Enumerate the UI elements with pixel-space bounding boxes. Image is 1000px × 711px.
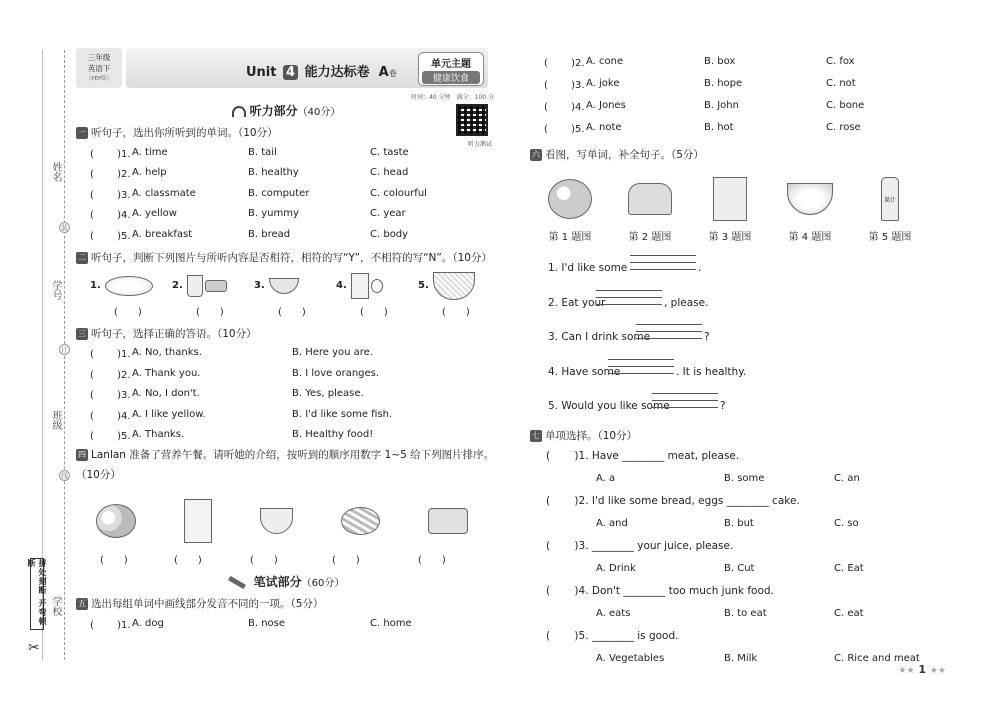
mc-options-1 bbox=[530, 467, 950, 490]
figure-label: 第 1 题图 bbox=[548, 232, 592, 243]
question-number[interactable]: ( )4. bbox=[544, 101, 585, 113]
option-a: A. eats bbox=[596, 607, 631, 619]
sentence-prefix: 4. Have some bbox=[548, 365, 621, 378]
answer-blank[interactable]: ( ) bbox=[418, 555, 446, 566]
question-number[interactable]: ( )3. bbox=[544, 79, 585, 91]
option-a: A. time bbox=[132, 146, 168, 158]
tofu-icon bbox=[428, 508, 468, 534]
question-number[interactable]: ( )2. bbox=[90, 369, 131, 381]
option-c: C. body bbox=[370, 228, 409, 240]
figure-1 bbox=[530, 179, 610, 219]
blank-line bbox=[608, 359, 674, 360]
section-5-row-3 bbox=[530, 72, 950, 94]
binding-dash-line bbox=[64, 50, 65, 660]
plate-icon bbox=[105, 276, 153, 296]
binding-circle-3: 线 bbox=[61, 471, 68, 480]
option-b: B. tail bbox=[248, 146, 277, 158]
mc-question-1 bbox=[530, 445, 950, 468]
fill-sentence-3 bbox=[530, 317, 950, 352]
section-3-row-4 bbox=[76, 404, 496, 425]
option-c: C. taste bbox=[370, 146, 409, 158]
answer-blank[interactable]: ( ) bbox=[100, 555, 128, 566]
option-c: C. bone bbox=[826, 99, 865, 111]
option-b: B. John bbox=[704, 99, 739, 111]
juice-cup-icon bbox=[187, 275, 203, 297]
picture-item-4 bbox=[322, 273, 404, 299]
picture-number: 3. bbox=[254, 280, 265, 291]
section-1-heading bbox=[76, 124, 496, 142]
question-text[interactable]: ( )5. ________ is good. bbox=[546, 630, 679, 643]
title-text: 能力达标卷 bbox=[304, 65, 370, 80]
option-b: B. box bbox=[704, 55, 736, 67]
answer-blank[interactable]: ( ) bbox=[196, 306, 224, 318]
qr-code-icon[interactable] bbox=[456, 104, 488, 136]
sentence-prefix: 5. Would you like some bbox=[548, 400, 670, 412]
option-c: C. Rice and meat bbox=[834, 652, 920, 664]
section-3-row-3 bbox=[76, 384, 496, 405]
section-5-row-2 bbox=[530, 50, 950, 72]
mc-question-2 bbox=[530, 490, 950, 513]
question-number[interactable]: ( )2. bbox=[90, 169, 131, 181]
question-text[interactable]: ( )3. ________ your juice, please. bbox=[546, 540, 734, 553]
question-number[interactable]: ( )4. bbox=[90, 210, 131, 222]
slogan-box: 拼处刻断 开弯顿断 bbox=[30, 558, 44, 630]
section-6-figures bbox=[530, 170, 950, 228]
section-2-pictures bbox=[76, 269, 496, 303]
picture-number: 1. bbox=[90, 280, 101, 291]
option-a: A. note bbox=[586, 121, 622, 133]
blank-line bbox=[636, 324, 702, 325]
section-1-row-4 bbox=[76, 204, 496, 225]
blank-line[interactable] bbox=[608, 366, 674, 367]
star-icons: ★★ bbox=[898, 666, 915, 676]
mc-options-2 bbox=[530, 512, 950, 535]
option-b: B. hot bbox=[704, 121, 734, 133]
binding-circle-1: 装 bbox=[61, 223, 68, 232]
pencil-icon bbox=[228, 576, 246, 589]
school-label: 学校 bbox=[50, 596, 61, 616]
right-page bbox=[530, 46, 950, 666]
question-text[interactable]: ( )2. I'd like some bread, eggs ________ cake. bbox=[546, 495, 800, 508]
figure-label: 第 3 题图 bbox=[708, 232, 752, 243]
option-a: A. help bbox=[132, 167, 167, 179]
answer-blank[interactable]: ( ) bbox=[174, 555, 202, 566]
binding-circle-2: 订 bbox=[61, 345, 68, 354]
option-c: C. rose bbox=[826, 121, 861, 133]
answer-blank[interactable]: ( ) bbox=[360, 306, 388, 318]
blank-line[interactable] bbox=[630, 262, 696, 263]
option-a: A. and bbox=[596, 517, 628, 529]
blank-line bbox=[608, 373, 674, 374]
fill-sentence-4 bbox=[530, 352, 950, 387]
option-a: A. Thanks. bbox=[132, 429, 185, 441]
option-a: A. Jones bbox=[586, 99, 626, 111]
listening-part-title bbox=[76, 102, 496, 120]
page-footer bbox=[898, 663, 946, 676]
option-a: A. a bbox=[596, 472, 616, 484]
option-c: C. head bbox=[370, 167, 409, 179]
blank-line bbox=[636, 338, 702, 339]
sentence-prefix: 1. I'd like some bbox=[548, 262, 628, 274]
writing-score: （60分） bbox=[301, 578, 345, 589]
picture-item-1 bbox=[76, 276, 158, 296]
option-a: A. No, thanks. bbox=[132, 347, 202, 359]
question-number[interactable]: ( )3. bbox=[90, 189, 131, 201]
section-4-pictures bbox=[76, 491, 496, 551]
option-a: A. Thank you. bbox=[132, 367, 201, 379]
section-7-title: 单项选择。（10分） bbox=[545, 429, 638, 442]
option-b: B. Cut bbox=[724, 562, 755, 574]
option-b: B. bread bbox=[248, 228, 291, 240]
option-a: A. joke bbox=[586, 77, 620, 89]
name-label: 姓名 bbox=[50, 162, 61, 182]
answer-blank[interactable]: ( ) bbox=[250, 555, 278, 566]
question-number[interactable]: ( )1. bbox=[90, 619, 131, 631]
eggs-plate-icon bbox=[548, 179, 592, 219]
option-a: A. yellow bbox=[132, 208, 177, 220]
answer-blank[interactable]: ( ) bbox=[332, 555, 360, 566]
sentence-suffix: . It is healthy. bbox=[676, 365, 747, 378]
option-c: C. Eat bbox=[834, 562, 864, 574]
question-number[interactable]: ( )5. bbox=[90, 230, 131, 242]
blank-line bbox=[652, 407, 718, 408]
scissors-icon: ✂ bbox=[28, 640, 40, 656]
level-suffix: 卷 bbox=[388, 69, 397, 78]
figure-2 bbox=[610, 183, 690, 215]
option-b: B. Milk bbox=[724, 652, 758, 664]
option-a: A. cone bbox=[586, 55, 624, 67]
theme-label: 单元主题 bbox=[431, 59, 471, 70]
option-b: B. Healthy food! bbox=[292, 429, 374, 441]
left-page bbox=[76, 46, 496, 666]
section-1-row-1 bbox=[76, 142, 496, 163]
option-b: B. I'd like some fish. bbox=[292, 408, 393, 420]
section-3-number: 三 bbox=[78, 328, 86, 338]
figure-5 bbox=[850, 177, 930, 221]
fill-sentence-5 bbox=[530, 386, 950, 421]
fill-sentence-2 bbox=[530, 283, 950, 318]
section-5-row-1 bbox=[76, 613, 496, 634]
milk-box-icon bbox=[351, 273, 369, 299]
blank-line[interactable] bbox=[636, 331, 702, 332]
mc-options-5 bbox=[530, 647, 950, 670]
answer-blank[interactable]: ( ) bbox=[442, 306, 470, 318]
writing-part-title bbox=[76, 573, 496, 591]
section-2-title: 听句子，判断下列图片与所听内容是否相符，相符的写“Y”，不相符的写“N”。（10分） bbox=[91, 251, 492, 264]
option-a: A. dog bbox=[132, 617, 164, 629]
picture-item-3 bbox=[240, 278, 322, 294]
figure-label: 第 2 题图 bbox=[628, 232, 672, 243]
question-number[interactable]: ( )2. bbox=[544, 57, 585, 69]
section-2-number: 二 bbox=[78, 252, 86, 262]
figure-label: 第 4 题图 bbox=[788, 232, 832, 243]
sentence-prefix: 3. Can I drink some bbox=[548, 331, 651, 343]
star-icons: ★★ bbox=[929, 666, 946, 676]
blank-line bbox=[630, 255, 696, 256]
blank-line bbox=[630, 269, 696, 270]
exam-header bbox=[76, 46, 496, 88]
option-b: B. healthy bbox=[248, 167, 299, 179]
option-c: C. so bbox=[834, 517, 859, 529]
option-c: C. eat bbox=[834, 607, 864, 619]
option-b: B. hope bbox=[704, 77, 743, 89]
page-number: 1 bbox=[918, 663, 927, 676]
section-5-heading bbox=[76, 595, 496, 613]
section-1-row-5 bbox=[76, 224, 496, 245]
juice-label: 果汁 bbox=[883, 196, 896, 204]
section-6-heading bbox=[530, 146, 950, 164]
section-5-row-5 bbox=[530, 116, 950, 138]
mc-options-4 bbox=[530, 602, 950, 625]
picture-item-5 bbox=[404, 272, 486, 300]
option-b: B. Yes, please. bbox=[292, 388, 364, 400]
mc-question-3 bbox=[530, 535, 950, 558]
question-text[interactable]: ( )4. Don't ________ too much junk food. bbox=[546, 585, 774, 598]
mc-options-3 bbox=[530, 557, 950, 580]
option-c: C. fox bbox=[826, 55, 855, 67]
exam-title bbox=[246, 61, 397, 80]
answer-blank[interactable]: ( ) bbox=[114, 306, 142, 318]
section-7-heading bbox=[530, 427, 950, 445]
section-4-heading bbox=[76, 445, 496, 485]
section-3-title: 听句子，选择正确的答语。（10分） bbox=[91, 327, 257, 340]
option-a: A. No, I don't. bbox=[132, 388, 200, 400]
class-label: 班级 bbox=[50, 410, 61, 430]
qr-label: 听力测试 bbox=[467, 141, 492, 148]
subject-text: 英语下 bbox=[87, 64, 111, 73]
blank-line[interactable] bbox=[652, 400, 718, 401]
option-a: A. I like yellow. bbox=[132, 408, 206, 420]
blank-line bbox=[596, 290, 662, 291]
option-b: B. some bbox=[724, 472, 765, 484]
oranges-icon bbox=[96, 504, 136, 538]
option-b: B. nose bbox=[248, 617, 286, 629]
section-1-number: 一 bbox=[78, 128, 86, 137]
student-id-label: 学号 bbox=[50, 280, 61, 300]
egg-icon bbox=[371, 279, 383, 293]
section-2-answer-blanks bbox=[76, 303, 496, 321]
question-number[interactable]: ( )1. bbox=[90, 148, 131, 160]
bread-icon bbox=[628, 183, 672, 215]
sentence-suffix: ? bbox=[720, 400, 726, 412]
section-6-number: 六 bbox=[532, 150, 540, 159]
mc-question-4 bbox=[530, 580, 950, 603]
section-1-title: 听句子，选出你所听到的单词。（10分） bbox=[91, 127, 278, 139]
section-3-row-1 bbox=[76, 343, 496, 364]
blank-line[interactable] bbox=[596, 297, 662, 298]
grade-box bbox=[76, 48, 122, 88]
figure-4 bbox=[770, 183, 850, 215]
section-3-row-2 bbox=[76, 363, 496, 384]
option-b: B. I love oranges. bbox=[292, 367, 380, 379]
section-1-row-2 bbox=[76, 163, 496, 184]
edition-text: （PEP版） bbox=[85, 76, 113, 82]
noodle-bowl-icon bbox=[433, 272, 475, 300]
sentence-prefix: 2. Eat your bbox=[548, 296, 606, 309]
option-c: C. colourful bbox=[370, 187, 427, 199]
section-7-number: 七 bbox=[532, 430, 540, 440]
picture-item-2 bbox=[158, 275, 240, 297]
sentence-suffix: , please. bbox=[664, 296, 709, 309]
section-6-title: 看图，写单词，补全句子。（5分） bbox=[545, 149, 704, 161]
option-a: A. Drink bbox=[596, 562, 636, 574]
option-a: A. Vegetables bbox=[596, 652, 665, 664]
answer-blank[interactable]: ( ) bbox=[278, 306, 306, 318]
sentence-suffix: . bbox=[698, 262, 702, 274]
option-a: A. breakfast bbox=[132, 228, 193, 240]
section-1-row-3 bbox=[76, 183, 496, 204]
option-b: B. but bbox=[724, 517, 754, 529]
option-a: A. classmate bbox=[132, 187, 196, 199]
theme-box bbox=[418, 52, 484, 86]
picture-number: 2. bbox=[172, 280, 183, 291]
question-number[interactable]: ( )3. bbox=[90, 390, 131, 402]
question-text[interactable]: ( )1. Have ________ meat, please. bbox=[546, 450, 740, 463]
question-number[interactable]: ( )5. bbox=[544, 123, 585, 135]
question-number[interactable]: ( )5. bbox=[90, 431, 131, 443]
section-4-answer-blanks bbox=[76, 551, 496, 569]
theme-value: 健康饮食 bbox=[422, 71, 480, 84]
option-c: C. an bbox=[834, 472, 860, 484]
option-b: B. yummy bbox=[248, 208, 299, 220]
option-b: B. Here you are. bbox=[292, 347, 374, 359]
listening-score: （40分） bbox=[297, 107, 341, 118]
sentence-suffix: ? bbox=[704, 331, 710, 343]
bowl-icon bbox=[269, 278, 299, 294]
unit-prefix: Unit bbox=[246, 65, 277, 80]
section-5-number: 五 bbox=[78, 599, 86, 608]
option-c: C. home bbox=[370, 617, 412, 629]
picture-number: 5. bbox=[418, 280, 429, 291]
binding-margin bbox=[0, 0, 70, 711]
level-text: A bbox=[378, 65, 389, 80]
title-bar bbox=[126, 48, 488, 88]
milk-carton-icon bbox=[713, 177, 747, 221]
question-number[interactable]: ( )4. bbox=[90, 410, 131, 422]
grade-text: 三年级 bbox=[87, 53, 111, 62]
mc-question-5 bbox=[530, 625, 950, 648]
section-4-number: 四 bbox=[78, 450, 86, 459]
juice-bottle-icon bbox=[881, 177, 899, 221]
section-3-row-5 bbox=[76, 425, 496, 446]
figure-labels bbox=[530, 228, 950, 246]
vegetables-plate-icon bbox=[341, 507, 380, 535]
section-3-heading bbox=[76, 325, 496, 343]
blank-line bbox=[596, 304, 662, 305]
section-2-heading bbox=[76, 249, 496, 267]
blank-line bbox=[652, 393, 718, 394]
rice-bowl-icon bbox=[787, 183, 833, 215]
section-4-title: Lanlan 准备了营养午餐。请听她的介绍，按听到的顺序用数字 1~5 给下列图片排序。（10分） bbox=[76, 449, 495, 481]
option-b: B. to eat bbox=[724, 607, 767, 619]
question-number[interactable]: ( )1. bbox=[90, 349, 131, 361]
writing-title-text: 笔试部分 bbox=[253, 575, 302, 589]
milk-carton-icon bbox=[184, 499, 212, 543]
option-c: C. year bbox=[370, 208, 406, 220]
figure-label: 第 5 题图 bbox=[868, 232, 912, 243]
cake-icon bbox=[205, 280, 227, 292]
picture-number: 4. bbox=[336, 280, 347, 291]
figure-3 bbox=[690, 177, 770, 221]
section-5-title: 选出每组单词中画线部分发音不同的一项。（5分） bbox=[91, 598, 324, 610]
option-b: B. computer bbox=[248, 187, 310, 199]
listening-title-text: 听力部分 bbox=[249, 104, 298, 118]
rice-bowl-icon bbox=[260, 508, 293, 534]
headphones-icon bbox=[232, 106, 246, 117]
section-5-row-4 bbox=[530, 94, 950, 116]
time-info: 时间：40 分钟 满分：100 分 bbox=[411, 94, 494, 101]
fill-sentence-1 bbox=[530, 248, 950, 283]
option-c: C. not bbox=[826, 77, 856, 89]
unit-number: 4 bbox=[283, 65, 298, 80]
